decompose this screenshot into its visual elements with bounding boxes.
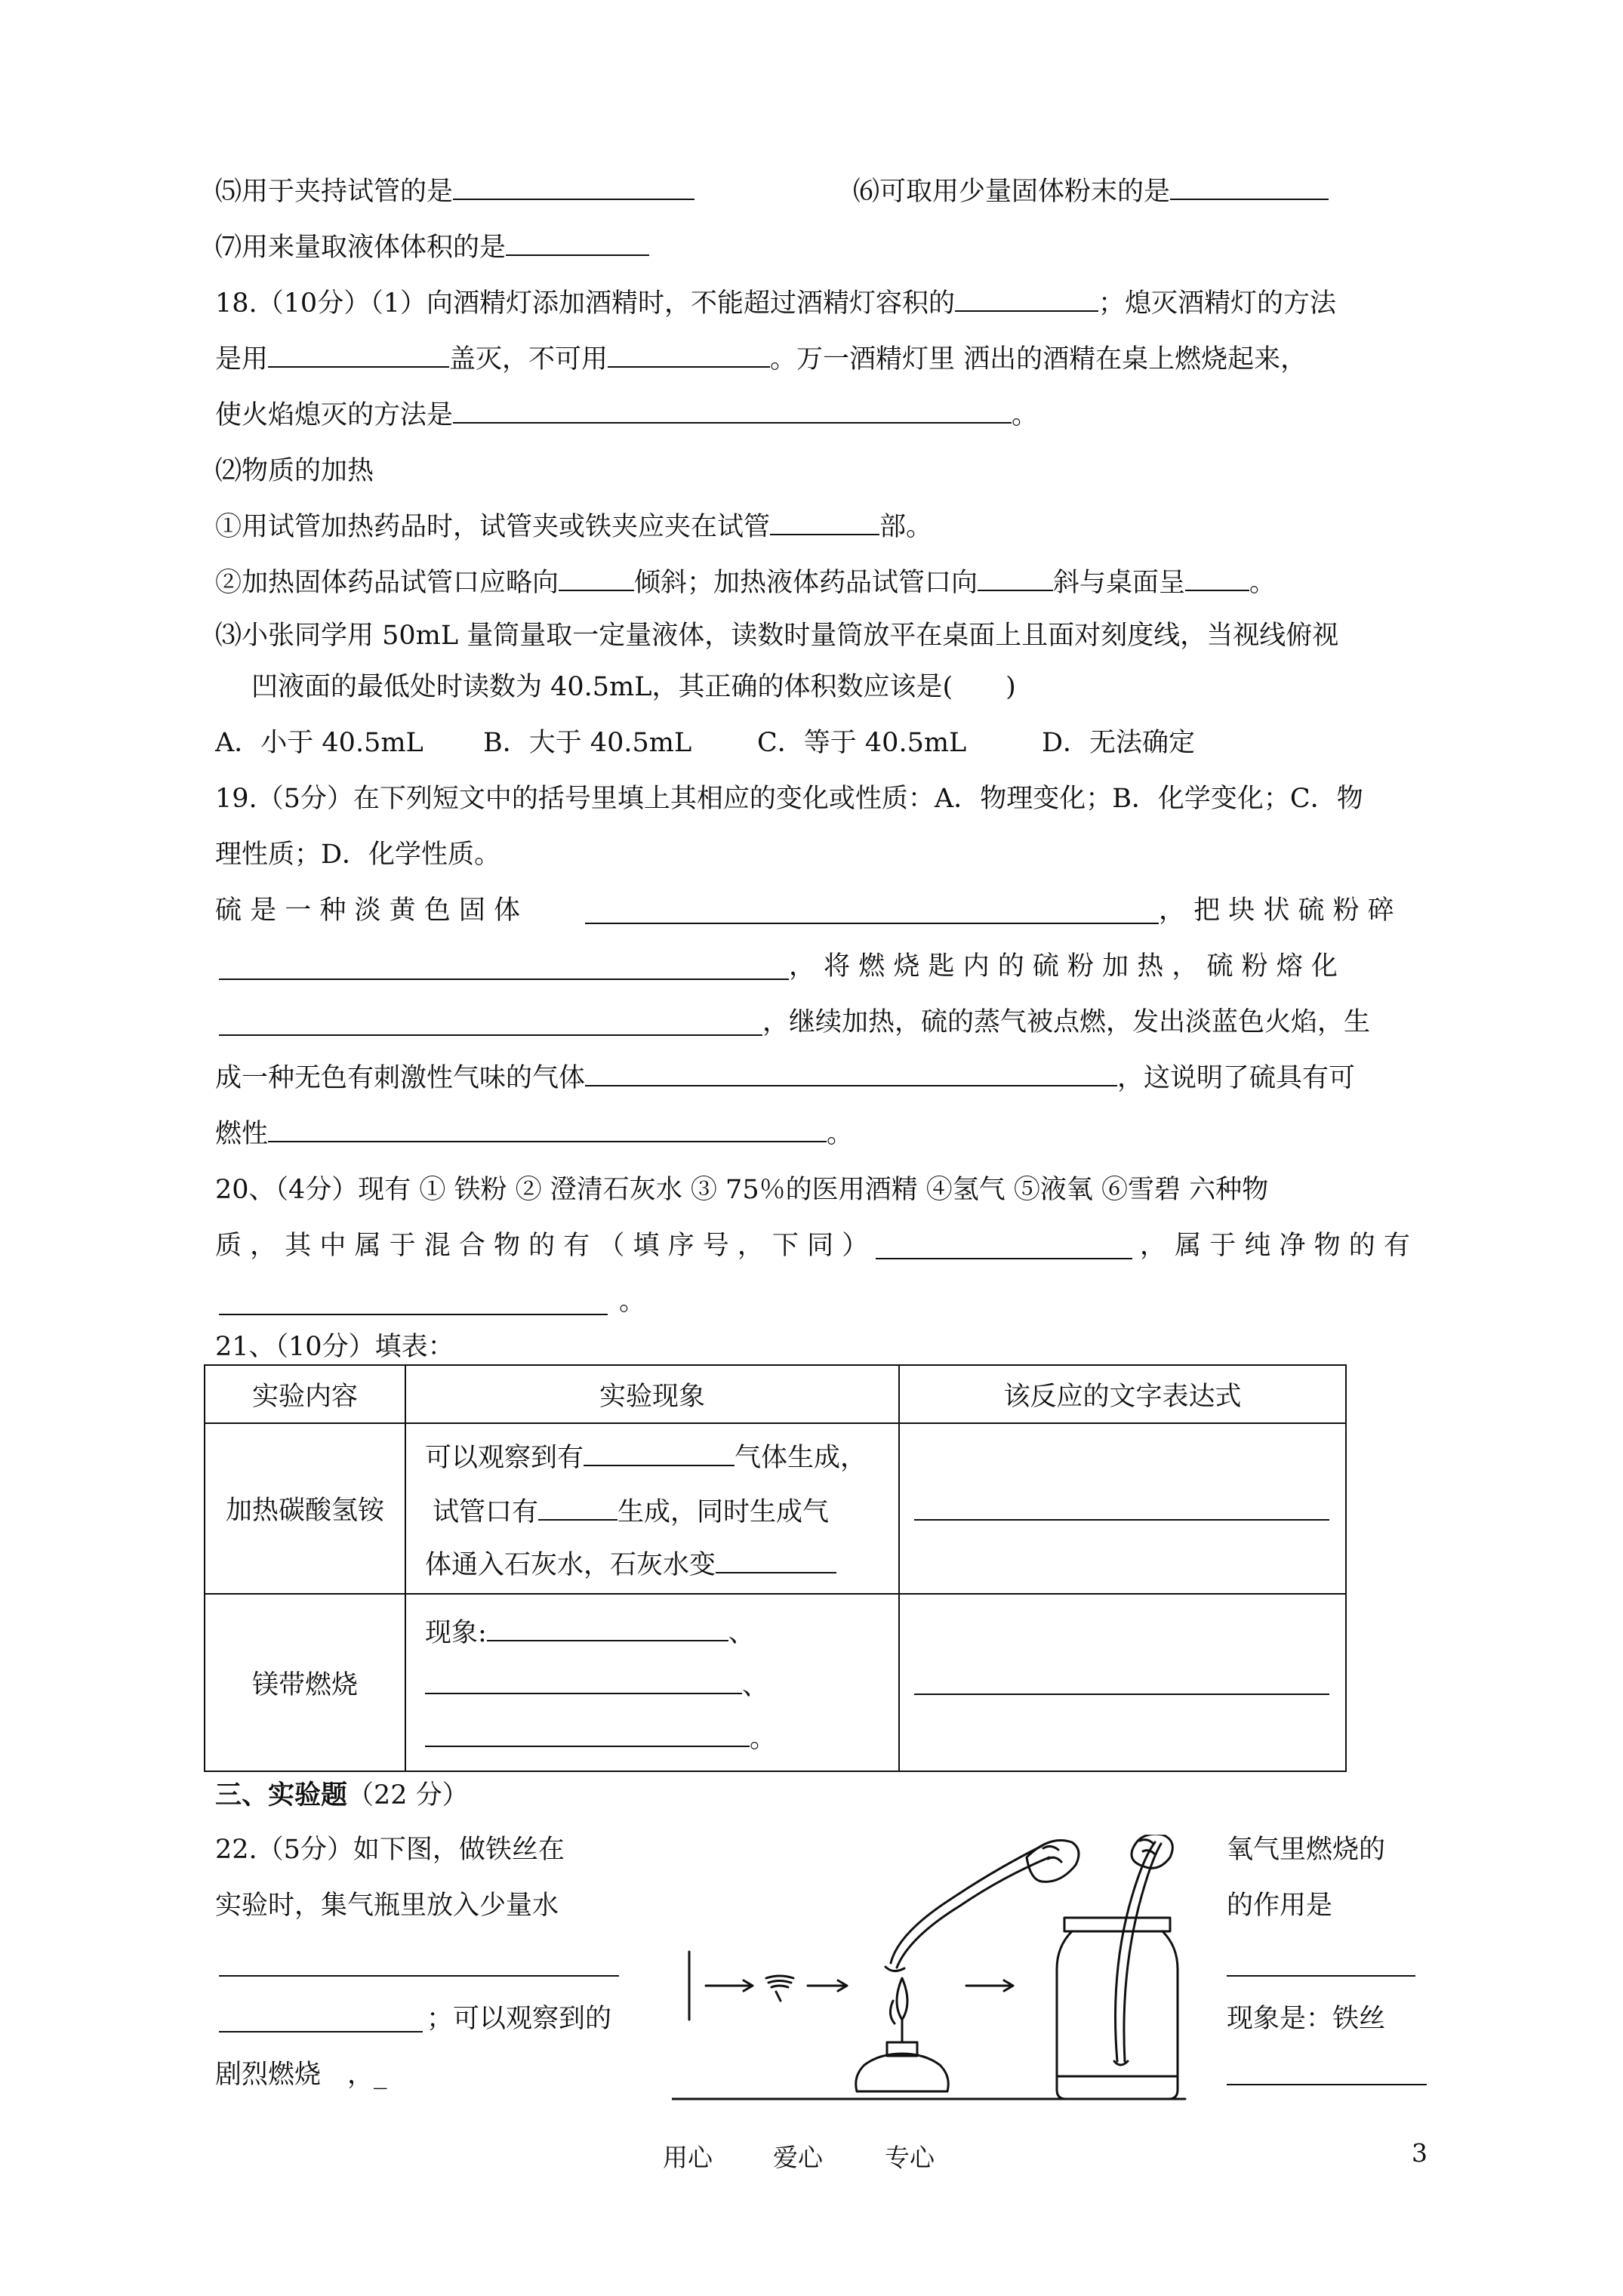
q22-right-line2-text: 的作用是: [1227, 1891, 1333, 1921]
row2-text-3b: 。: [750, 1724, 777, 1754]
q17-item5: [215, 175, 694, 208]
row2-expression: [899, 1594, 1346, 1771]
q19-line1-text: 19.（5分）在下列短文中的括号里填上其相应的变化或性质：A．物理变化；B．化学变化；C．物: [215, 784, 1363, 814]
q18-line2-text-a: 是用: [215, 344, 269, 374]
q18-blank-solid-tilt[interactable]: [559, 567, 634, 591]
q18-line2-text-c: 。万一酒精灯里 洒出的酒精在桌上燃烧起来，: [770, 344, 1307, 374]
q22-blank-2[interactable]: [219, 2008, 423, 2032]
footer-motto-2: 爱心: [773, 2143, 823, 2172]
q18-line2-text-b: 盖灭，不可用: [449, 344, 608, 374]
section-3-title: 三、实验题: [215, 1780, 348, 1811]
q22-right-line1-text: 氧气里燃烧的: [1227, 1835, 1386, 1865]
row2-phenomenon: [405, 1594, 899, 1771]
q22-right-blank-2[interactable]: [1227, 2061, 1427, 2085]
q22-line4-text: ；可以观察到的: [427, 2004, 612, 2034]
q18-point1-text-a: ①用试管加热药品时，试管夹或铁夹应夹在试管: [215, 512, 771, 542]
q22-right-line4: [1227, 2002, 1385, 2036]
row1-blank-tube-mouth[interactable]: [538, 1496, 617, 1521]
q18-line1-text-a: 18.（10分）（1）向酒精灯添加酒精时，不能超过酒精灯容积的: [215, 288, 955, 319]
q17-item6: [853, 175, 1329, 208]
q22-right-line2: [1227, 1889, 1332, 1922]
q18-sub3-line1: [215, 619, 1338, 652]
q17-item6-blank[interactable]: [1170, 176, 1329, 200]
q20-line2-text-b: ， 属 于 纯 净 物 的 有: [1140, 1231, 1410, 1261]
row1-text-3a: 体通入石灰水，石灰水变: [425, 1550, 716, 1580]
q22-line1-text: 22.（5分）如下图，做铁丝在: [215, 1835, 565, 1865]
q18-point2-text-b: 倾斜；加热液体药品试管口向: [634, 568, 978, 598]
iron-wire-burning-illustration: [672, 1835, 1200, 2106]
row2-blank-1[interactable]: [487, 1617, 728, 1641]
row1-text-2b: 生成，同时生成气: [617, 1497, 830, 1527]
q17-item5-text: ⑸用于夹持试管的是: [215, 177, 454, 207]
q19-line6: [215, 1062, 1355, 1095]
q18-blank-method[interactable]: [453, 399, 1012, 424]
q22-line5: [215, 2058, 387, 2091]
q20-line2-text-a: 质 ， 其 中 属 于 混 合 物 的 有 （ 填 序 号 ， 下 同 ）: [215, 1231, 869, 1261]
q19-blank-2[interactable]: [219, 956, 789, 980]
q19-blank-4[interactable]: [585, 1062, 1117, 1086]
q18-option-a-text: A．小于 40.5mL: [215, 728, 423, 758]
q19-line7-text-a: 燃性: [215, 1119, 269, 1149]
footer-motto-3: 专心: [885, 2143, 935, 2172]
table-header-row: [205, 1365, 1346, 1423]
row1-blank-gas[interactable]: [584, 1442, 735, 1466]
page-number: 3: [1412, 2138, 1427, 2168]
q20-line1: [215, 1173, 1268, 1207]
q18-line3-text-b: 。: [1012, 400, 1039, 430]
q22-right-line1: [1227, 1833, 1385, 1866]
q18-sub2-title: [215, 455, 374, 488]
q21-title: [215, 1330, 454, 1364]
q19-line4-text: ， 将 燃 烧 匙 内 的 硫 粉 加 热 ， 硫 粉 熔 化: [789, 951, 1338, 982]
q18-point2-text-a: ②加热固体药品试管口应略向: [215, 568, 559, 598]
q18-option-a[interactable]: [215, 726, 423, 760]
row1-text-2a: 试管口有: [433, 1497, 539, 1527]
q17-item6-text: ⑹可取用少量固体粉末的是: [853, 177, 1171, 207]
section-3-heading: [215, 1779, 469, 1812]
q19-line6-text-b: ，这说明了硫具有可: [1117, 1063, 1356, 1093]
q22-line2: [215, 1889, 559, 1922]
q22-blank-1[interactable]: [219, 1952, 619, 1977]
table-row: [205, 1423, 1346, 1594]
row2-experiment: 镁带燃烧: [205, 1594, 405, 1771]
q19-line2: [215, 838, 500, 871]
q20-line3-text: 。: [619, 1287, 646, 1317]
q18-option-b-text: B．大于 40.5mL: [483, 728, 692, 758]
q19-blank-3[interactable]: [219, 1012, 762, 1036]
q18-blank-not-use[interactable]: [608, 344, 770, 368]
q18-blank-extinguish[interactable]: [268, 344, 449, 368]
q18-blank-liquid-tilt[interactable]: [978, 567, 1053, 591]
q17-item7: [215, 231, 649, 264]
row1-blank-expression[interactable]: [914, 1496, 1329, 1521]
row1-expression: [899, 1423, 1346, 1594]
q18-option-c[interactable]: [757, 726, 966, 760]
q19-line3-text-b: ， 把 块 状 硫 粉 碎: [1159, 895, 1394, 926]
q21-table: [204, 1364, 1347, 1772]
row2-text-1a: 现象:: [425, 1618, 487, 1648]
q18-point1: [215, 510, 932, 544]
q18-sub2-text: ⑵物质的加热: [215, 456, 374, 486]
q22-line1: [215, 1833, 565, 1866]
q19-line3-text-a: 硫 是 一 种 淡 黄 色 固 体: [215, 895, 521, 926]
q19-line5-text: ，继续加热，硫的蒸气被点燃，发出淡蓝色火焰，生: [762, 1007, 1371, 1037]
q17-item7-text: ⑺用来量取液体体积的是: [215, 233, 507, 263]
q18-line3: [215, 399, 1038, 432]
q19-line3-tail: [1159, 894, 1394, 927]
row1-phenomenon: [405, 1423, 899, 1594]
q18-point2-text-c: 斜与桌面呈: [1053, 568, 1186, 598]
q18-sub3-line2: [251, 670, 1016, 704]
q19-line6-text-a: 成一种无色有刺激性气味的气体: [215, 1063, 586, 1093]
q18-blank-capacity[interactable]: [955, 288, 1098, 312]
row2-blank-expression[interactable]: [914, 1671, 1329, 1695]
q18-point1-text-b: 部。: [879, 512, 933, 542]
q18-sub3-text-a: ⑶小张同学用 50mL 量筒量取一定量液体，读数时量筒放平在桌面上且面对刻度线，当视线俯视: [215, 621, 1339, 651]
q18-option-d-text: D．无法确定: [1042, 728, 1196, 758]
row2-blank-2[interactable]: [425, 1670, 742, 1694]
q18-sub3-text-b: 凹液面的最低处时读数为 40.5mL，其正确的体积数应该是( ): [251, 672, 1016, 702]
q18-point2: [215, 566, 1276, 599]
row1-experiment: 加热碳酸氢铵: [205, 1423, 405, 1594]
q22-right-line4-text: 现象是：铁丝: [1227, 2004, 1386, 2034]
q22-line4: [427, 2002, 611, 2036]
q18-line3-text-a: 使火焰熄灭的方法是: [215, 400, 454, 430]
q18-point2-text-d: 。: [1249, 568, 1277, 598]
row1-text-1b: 气体生成，: [735, 1443, 867, 1473]
row2-text-1b: 、: [728, 1618, 755, 1648]
q20-line1-text: 20、（4分）现有 ① 铁粉 ② 澄清石灰水 ③ 75％的医用酒精 ④氢气 ⑤液氧 ⑥雪碧 六种物: [215, 1175, 1269, 1205]
q19-line5: [762, 1006, 1370, 1039]
q20-line2: [215, 1229, 868, 1262]
row2-blank-3[interactable]: [425, 1723, 750, 1747]
q22-line2-text: 实验时，集气瓶里放入少量水: [215, 1891, 559, 1921]
table-header-phenomenon: 实验现象: [405, 1365, 899, 1423]
q19-line7: [215, 1117, 853, 1151]
q20-line3: [619, 1285, 645, 1318]
q20-line2-tail: [1140, 1229, 1410, 1262]
q19-line2-text: 理性质；D．化学性质。: [215, 840, 501, 870]
q18-blank-angle[interactable]: [1185, 567, 1249, 591]
q17-item7-blank[interactable]: [506, 232, 649, 256]
q19-line3: [215, 894, 520, 927]
q17-item5-blank[interactable]: [453, 176, 694, 200]
q19-line4: [789, 950, 1338, 983]
q21-title-text: 21、（10分）填表：: [215, 1332, 454, 1362]
row1-blank-limewater[interactable]: [716, 1549, 836, 1573]
q19-blank-5[interactable]: [268, 1118, 827, 1142]
q18-option-b[interactable]: [483, 726, 691, 760]
row1-text-1a: 可以观察到有: [425, 1443, 584, 1473]
q19-line1: [215, 782, 1363, 815]
footer-motto-1: 用心: [663, 2143, 713, 2172]
table-header-expression: 该反应的文字表达式: [899, 1365, 1346, 1423]
table-row: [205, 1594, 1346, 1771]
q18-option-d[interactable]: [1042, 726, 1195, 760]
q18-line1: [215, 287, 1336, 320]
q22-line5-text: 剧烈燃烧 ，_: [215, 2060, 387, 2090]
q19-line7-text-b: 。: [827, 1119, 854, 1149]
table-header-content: 实验内容: [205, 1365, 405, 1423]
section-3-score: （22 分）: [347, 1780, 469, 1811]
q18-line1-text-b: ；熄灭酒精灯的方法: [1098, 288, 1336, 319]
q18-line2: [215, 343, 1307, 376]
q22-right-blank-1[interactable]: [1227, 1952, 1415, 1977]
q20-blank-pure[interactable]: [219, 1291, 608, 1315]
q18-blank-clamp-position[interactable]: [770, 511, 879, 535]
row2-text-2b: 、: [742, 1671, 769, 1701]
q20-blank-mixture[interactable]: [876, 1235, 1132, 1259]
q19-blank-1[interactable]: [585, 900, 1159, 924]
q18-option-c-text: C．等于 40.5mL: [757, 728, 967, 758]
